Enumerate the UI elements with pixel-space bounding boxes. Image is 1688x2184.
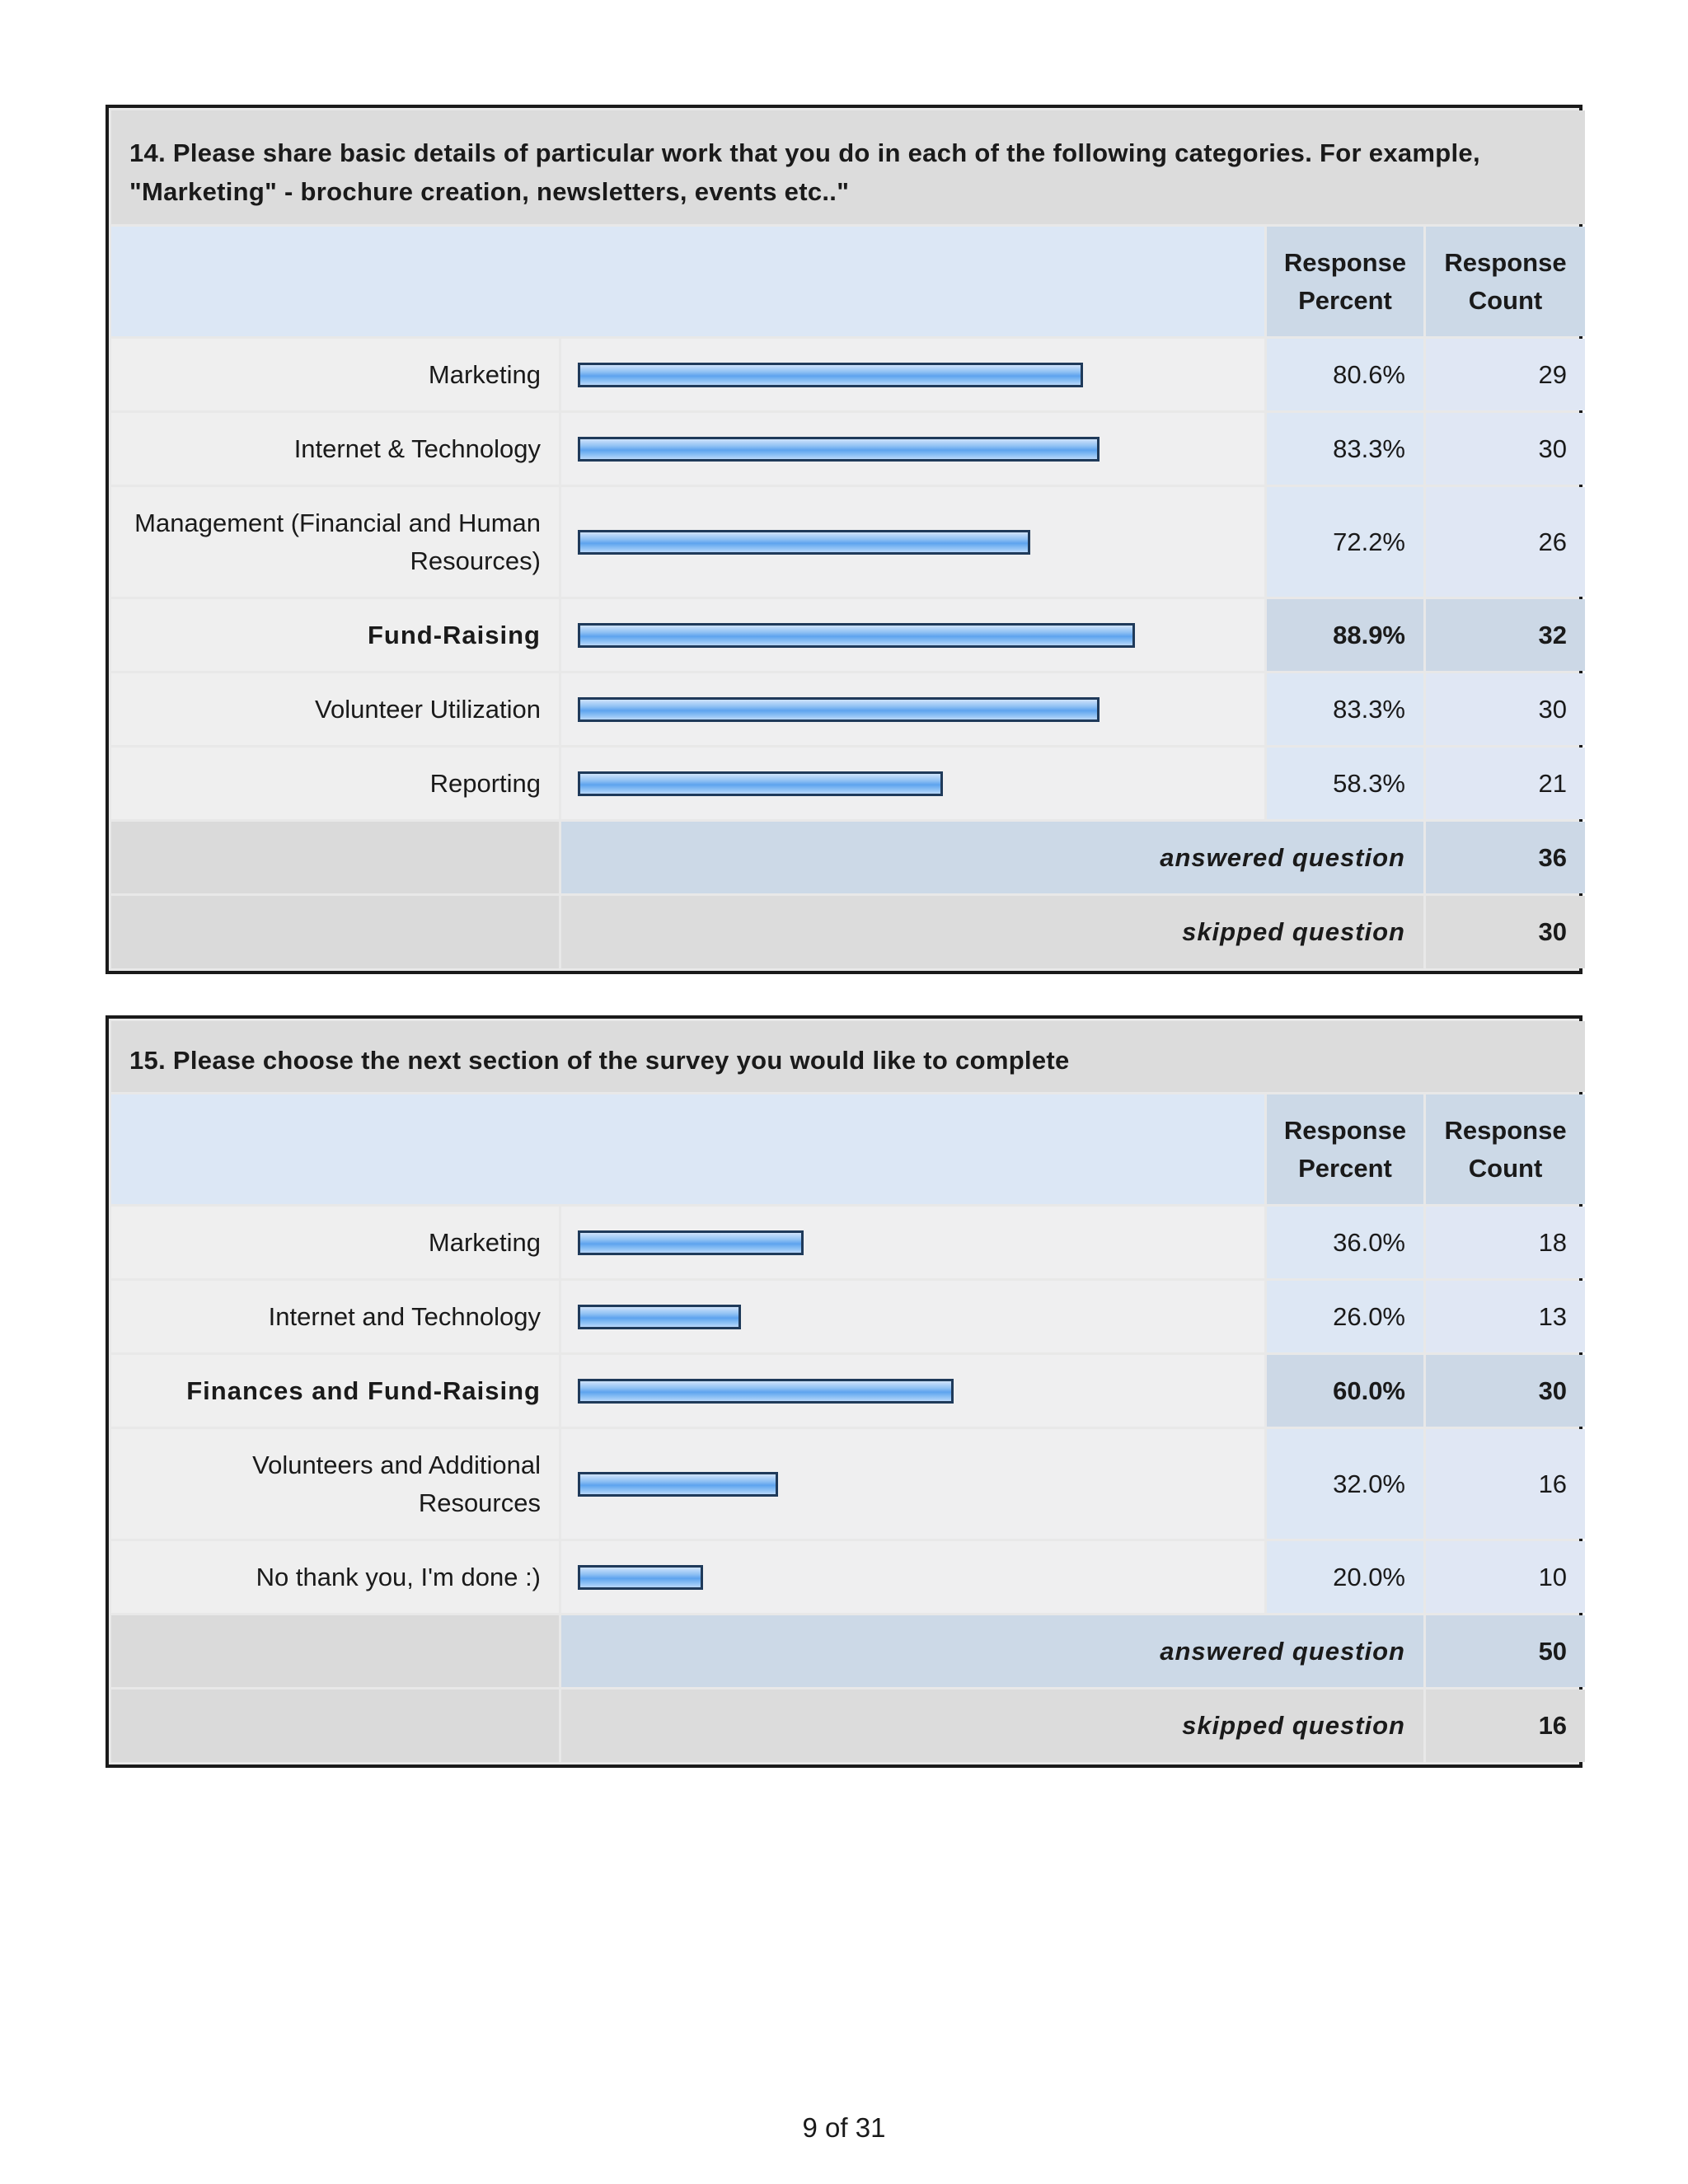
response-bar [578,623,1135,648]
response-percent-header: Response Percent [1267,1094,1423,1204]
question-14-panel [106,105,1582,974]
response-bar [578,1472,778,1497]
response-bar [578,530,1030,555]
response-percent: 88.9% [1267,599,1423,671]
response-percent: 26.0% [1267,1281,1423,1352]
row-label: No thank you, I'm done :) [111,1541,559,1613]
table-row [111,487,1585,597]
response-count: 30 [1426,673,1585,745]
response-percent: 72.2% [1267,487,1423,597]
skipped-question-count: 30 [1426,896,1585,968]
footer-spacer [111,1690,559,1762]
response-bar [578,1379,954,1404]
response-count: 16 [1426,1429,1585,1539]
response-percent: 36.0% [1267,1207,1423,1278]
response-count: 30 [1426,413,1585,485]
table-row [111,1355,1585,1427]
response-bar [578,1565,703,1590]
response-count-header: Response Count [1426,1094,1585,1204]
row-label: Volunteer Utilization [111,673,559,745]
table-row [111,599,1585,671]
response-percent-header: Response Percent [1267,227,1423,336]
table-row [111,339,1585,410]
footer-spacer [111,896,559,968]
bar-cell [561,748,1264,819]
response-count: 32 [1426,599,1585,671]
table-row [111,748,1585,819]
row-label: Internet & Technology [111,413,559,485]
bar-cell [561,1355,1264,1427]
page-number: 9 of 31 [802,2112,886,2143]
bar-cell [561,1429,1264,1539]
response-percent: 60.0% [1267,1355,1423,1427]
response-count-header: Response Count [1426,227,1585,336]
answered-question-count: 50 [1426,1615,1585,1687]
response-bar [578,437,1100,462]
bar-cell [561,1281,1264,1352]
response-percent: 83.3% [1267,413,1423,485]
question-14-table [109,108,1587,971]
response-count: 30 [1426,1355,1585,1427]
table-row [111,1429,1585,1539]
skipped-question-label: skipped question [561,1690,1423,1762]
table-row [111,1281,1585,1352]
skipped-question-count: 16 [1426,1690,1585,1762]
answered-question-label: answered question [561,1615,1423,1687]
response-bar [578,771,943,796]
response-count: 21 [1426,748,1585,819]
response-count: 10 [1426,1541,1585,1613]
row-label: Marketing [111,1207,559,1278]
question-title: 15. Please choose the next section of the survey you would like to complete [111,1021,1585,1092]
response-percent: 80.6% [1267,339,1423,410]
header-spacer [111,227,1264,336]
response-percent: 20.0% [1267,1541,1423,1613]
row-label: Marketing [111,339,559,410]
bar-cell [561,487,1264,597]
response-count: 18 [1426,1207,1585,1278]
question-title: 14. Please share basic details of particular work that you do in each of the following categories. For example, "Marketing" - brochure creation, newsletters, events etc.." [111,110,1585,224]
row-label: Fund-Raising [111,599,559,671]
header-spacer [111,1094,1264,1204]
response-bar [578,363,1083,387]
row-label: Management (Financial and Human Resources) [111,487,559,597]
table-row [111,413,1585,485]
response-count: 26 [1426,487,1585,597]
answered-question-count: 36 [1426,822,1585,893]
row-label: Volunteers and Additional Resources [111,1429,559,1539]
response-percent: 32.0% [1267,1429,1423,1539]
row-label: Finances and Fund-Raising [111,1355,559,1427]
response-bar [578,1305,741,1329]
bar-cell [561,673,1264,745]
table-row [111,673,1585,745]
table-row [111,1541,1585,1613]
bar-cell [561,413,1264,485]
response-bar [578,1230,804,1255]
table-row [111,1207,1585,1278]
row-label: Internet and Technology [111,1281,559,1352]
answered-question-label: answered question [561,822,1423,893]
response-count: 29 [1426,339,1585,410]
bar-cell [561,1541,1264,1613]
skipped-question-label: skipped question [561,896,1423,968]
footer-spacer [111,1615,559,1687]
response-percent: 83.3% [1267,673,1423,745]
row-label: Reporting [111,748,559,819]
question-15-panel [106,1015,1582,1768]
response-bar [578,697,1100,722]
bar-cell [561,1207,1264,1278]
footer-spacer [111,822,559,893]
response-percent: 58.3% [1267,748,1423,819]
question-15-table [109,1019,1587,1765]
response-count: 13 [1426,1281,1585,1352]
bar-cell [561,599,1264,671]
bar-cell [561,339,1264,410]
